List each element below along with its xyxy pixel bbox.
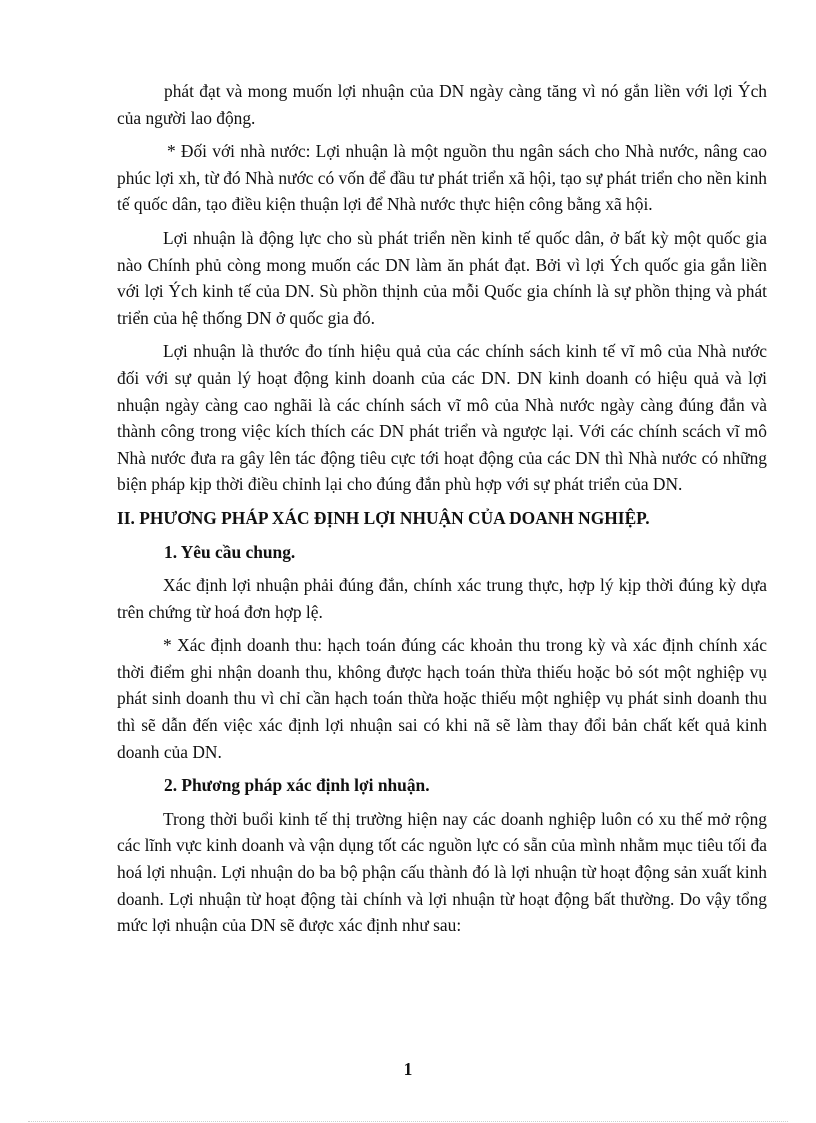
subheading-profit-method: 2. Phương pháp xác định lợi nhuận. <box>164 775 430 796</box>
paragraph-national-economy: Lợi nhuận là động lực cho sù phát triển nền kinh tế quốc dân, ở bất kỳ một quốc gia nào Chính phủ còng mong muốn các DN làm ăn phát đạt. Bởi vì lợi Ých quốc gia gắn liền với lợi Ých kinh tế của DN. Sù phồn thịnh của mỗi Quốc gia chính là sự phồn thịng và phát triển của hệ thống DN ở quốc gia đó. <box>117 227 767 328</box>
subheading-general-requirements: 1. Yêu cầu chung. <box>164 541 296 562</box>
document-body <box>117 78 767 946</box>
paragraph-macro-policy: Lợi nhuận là thước đo tính hiệu quả của các chính sách kinh tế vĩ mô của Nhà nước đối với sự quản lý hoạt động kinh doanh của các DN. DN kinh doanh có hiệu quả và lợi nhuận ngày càng cao nghãi là các chính sách vĩ mô của Nhà nước ngày càng đúng đắn và thành công trong việc kích thích các DN phát triển và ngược lại. Với các chính scách vĩ mô Nhà nước đưa ra gây lên tác động tiêu cực tới hoạt động của các DN thì Nhà nước có những biện pháp kịp thời điều chỉnh lại cho đúng đắn phù hợp với sự phát triển của DN. <box>117 341 767 495</box>
paragraph-revenue-determination: * Xác định doanh thu: hạch toán đúng các khoản thu trong kỳ và xác định chính xác thời điểm ghi nhận doanh thu, không được hạch toán thừa thiếu hoặc bỏ sót một nghiệp vụ phát sinh doanh thu vì chỉ cần hạch toán thừa hoặc thiếu một nghiệp vụ phát sinh doanh thu thì sẽ dẫn đến việc xác định lợi nhuận sai có khi nã sẽ làm thay đổi bản chất kết quả kinh doanh của DN. <box>117 635 767 762</box>
footer-divider <box>28 1121 788 1122</box>
paragraph-state-benefit: * Đối với nhà nước: Lợi nhuận là một nguồn thu ngân sách cho Nhà nước, nâng cao phúc lợi xh, từ đó Nhà nước có vốn để đầu tư phát triển xã hội, tạo sự phát triển cho nền kinh tế quốc dân, tạo điều kiện thuận lợi để Nhà nước thực hiện công bằng xã hội. <box>117 141 767 215</box>
page-number: 1 <box>403 1059 413 1079</box>
paragraph-profit-requirements: Xác định lợi nhuận phải đúng đắn, chính xác trung thực, hợp lý kịp thời đúng kỳ dựa trên chứng từ hoá đơn hợp lệ. <box>117 575 767 622</box>
section-heading: II. PHƯƠNG PHÁP XÁC ĐỊNH LỢI NHUẬN CỦA DOANH NGHIỆP. <box>117 507 650 528</box>
paragraph-employee-benefit: phát đạt và mong muốn lợi nhuận của DN ngày càng tăng vì nó gắn liền với lợi Ých của người lao động. <box>117 81 767 128</box>
paragraph-profit-components: Trong thời buổi kinh tế thị trường hiện nay các doanh nghiệp luôn có xu thế mở rộng các lĩnh vực kinh doanh và vận dụng tốt các nguồn lực có sẵn của mình nhằm mục tiêu tối đa hoá lợi nhuận. Lợi nhuận do ba bộ phận cấu thành đó là lợi nhuận từ hoạt động sản xuất kinh doanh. Lợi nhuận từ hoạt động tài chính và lợi nhuận từ hoạt động bất thường. Do vậy tổng mức lợi nhuận của DN sẽ được xác định như sau: <box>117 808 767 936</box>
